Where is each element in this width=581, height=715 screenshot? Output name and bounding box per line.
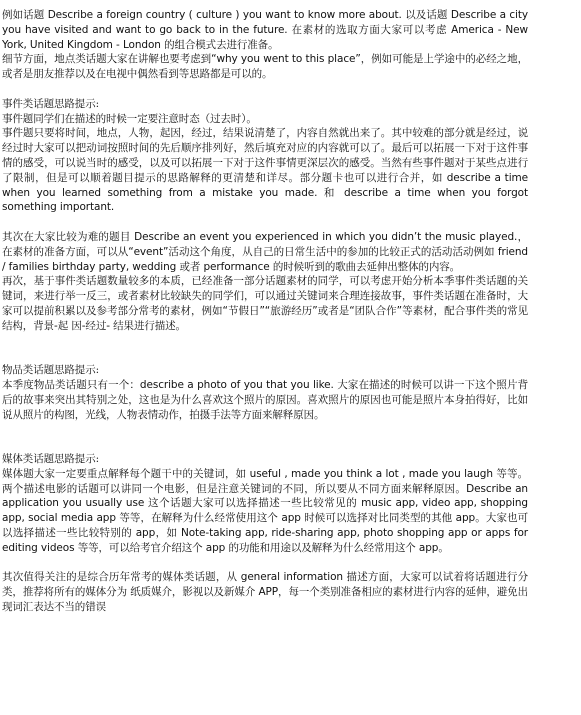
object-section-heading: 物品类话题思路提示:	[2, 364, 100, 377]
media-paragraph-2: 其次值得关注的是综合历年常考的媒体类话题，从 general information 描述方面，大家可以试着将话题进行分类，推荐将所有的媒体分为 纸质媒介，影视以及新媒介 APP，每一个类别准备相应的素材进行内容的延伸，避免出现词汇表达不当的错误	[2, 571, 528, 613]
object-paragraph-1: 本季度物品类话题只有一个：describe a photo of you that you like. 大家在描述的时候可以讲一下这个照片背后的故事来突出其特别之处，这也是为什么喜欢这个照片的原因。喜欢照片的原因也可能是照片本身拍得好，比如说从照片的构图，光线，人物表情动作，拍摄手法等方面来解释原因。	[2, 378, 528, 421]
spacer	[2, 215, 528, 230]
event-paragraph-3: 其次在大家比较为难的题目 Describe an event you experienced in which you didn’t the music played.，在素材的准备方面，可以从“event”活动这个角度，从自己的日常生活中的参加的比较正式的活动活动例如 friend / families birthday party, wedding 或者 performance 的时候听到的歌曲去延伸出整体的内容。	[2, 230, 528, 273]
spacer	[2, 334, 528, 364]
intro-paragraph-2: 细节方面，地点类话题大家在讲解也要考虑到“why you went to this place”，例如可能是上学途中的必经之地，或者是朋友推荐以及在电视中偶然看到等思路都是可以的。	[2, 53, 528, 81]
event-section-heading: 事件类话题思路提示:	[2, 97, 100, 110]
event-paragraph-1: 事件题同学们在描述的时候一定要注意时态（过去时）。	[2, 112, 257, 125]
media-section-heading: 媒体类话题思路提示:	[2, 452, 100, 465]
intro-paragraph-1: 例如话题 Describe a foreign country ( culture ) you want to know more about. 以及话题 Describe a city you have visited and want to go back to in the future. 在素材的选取方面大家可以考虑 America - New York, United Kingdom - London 的组合模式去进行准备。	[2, 9, 528, 51]
media-paragraph-1: 媒体题大家一定要重点解释每个题干中的关键词，如 useful , made you think a lot , made you laugh 等等。两个描述电影的话题可以讲同一个电影，但是注意关键词的不同，所以要从不同方面来解释原因。Describe an application you usually use 这个话题大家可以选择描述一些比较常见的 music app, video app, shopping app, social media app 等等，在解释为什么经常使用这个 app 时候可以选择对比同类型的其他 app。大家也可以选择描述一些比较特别的 app，如 Note-taking app, ride-sharing app, photo shopping app or apps for editing videos 等等，可以给考官介绍这个 app 的功能和用途以及解释为什么经常用这个 app。	[2, 467, 528, 554]
event-paragraph-2: 事件题只要将时间，地点，人物，起因，经过，结果说清楚了，内容自然就出来了。其中较难的部分就是经过，说经过时大家可以把动词按照时间的先后顺序排列好，然后填充对应的内容就可以了。最后可以拓展一下对于这件事情的感受，可以说当时的感受，以及可以拓展一下对于这件事情更深层次的感受。当然有些事件题对于某些点进行了限制，但是可以顺着题目提示的思路解释的更清楚和详尽。部分题卡也可以进行合并，如 describe a time when you learned something from a mistake you made. 和 describe a time when you forgot something important.	[2, 127, 528, 214]
spacer	[2, 82, 528, 97]
event-paragraph-4: 再次，基于事件类话题数量较多的本质，已经准备一部分话题素材的同学，可以考虑开始分析本季事件类话题的关键词，来进行举一反三，或者素材比较缺失的同学们，可以通过关键词来合理连接故事，事件类话题在准备时，大家可以提前积累以及参考部分常考的素材，例如“节假日”“旅游经历”或者是“团队合作”等素材，配合事件类的常见结构，背景-起 因-经过- 结果进行描述。	[2, 275, 528, 332]
spacer	[2, 422, 528, 452]
spacer	[2, 555, 528, 570]
document-body	[2, 8, 528, 615]
